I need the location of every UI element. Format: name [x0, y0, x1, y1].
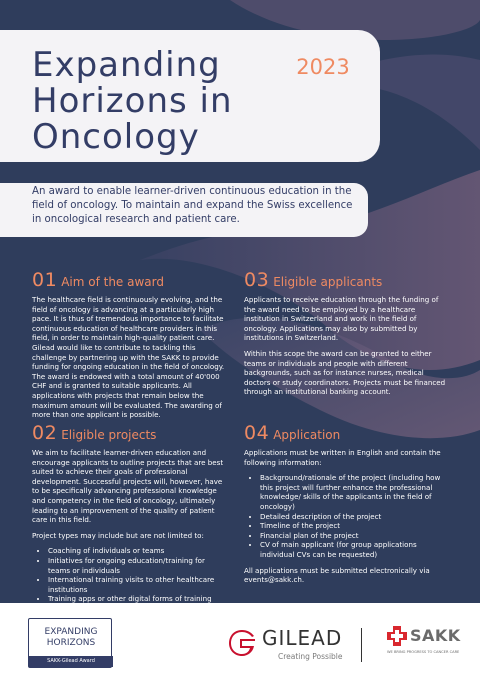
- sakk-wordmark: SAKK: [410, 626, 461, 645]
- application-requirements-list: [244, 473, 448, 559]
- list-item: • Timeline of the project: [260, 521, 448, 531]
- logo-divider: [361, 628, 362, 662]
- gilead-tagline: Creating Possible: [278, 652, 343, 661]
- section-title: Application: [273, 428, 341, 442]
- award-logo: [28, 618, 112, 668]
- section-number: 03: [244, 269, 270, 291]
- section-applicants-p1: Applicants to receive education through the funding of the award need to be employed by a healthcare institution in Switzerland and work in the field of oncology. Applications may also by submitted by institutions in Switzerland.: [244, 295, 439, 343]
- section-projects-heading: [32, 424, 228, 444]
- list-item: • Coaching of individuals or teams: [48, 546, 228, 556]
- gilead-logo-icon: [228, 628, 256, 658]
- section-projects-p2: Project types may include but are not limited to:: [32, 530, 204, 540]
- award-logo-line2: HORIZONS: [46, 638, 96, 648]
- section-applicants: [244, 271, 448, 403]
- section-application: [244, 424, 448, 591]
- project-types-list: [32, 546, 228, 604]
- section-number: 02: [32, 422, 58, 444]
- section-projects-p1: We aim to facilitate learner-driven education and encourage applicants to outline projects that are best suited to achieve their goals of professional development. Successful projects will, however, have to be specifically advancing professional knowledge and competency in the field of oncology, ultimately leading to an improvement of the quality of patient care in this field.: [32, 448, 224, 525]
- section-title: Eligible projects: [61, 428, 157, 442]
- intro-text: An award to enable learner-driven continuous education in the field of oncology. To maintain and expand the Swiss excellence in oncological research and patient care.: [32, 186, 353, 225]
- award-logo-line1: EXPANDING: [44, 627, 98, 637]
- section-aim-heading: [32, 271, 228, 291]
- section-aim: [32, 271, 228, 426]
- list-item: • Initiatives for ongoing education/training for teams or individuals: [48, 556, 228, 575]
- sakk-cross-icon: [385, 624, 409, 648]
- gilead-wordmark: GILEAD: [262, 626, 343, 650]
- section-application-p1: Applications must be written in English and contain the following information:: [244, 448, 441, 467]
- section-application-p2: All applications must be submitted electronically via events@sakk.ch.: [244, 565, 430, 585]
- section-applicants-heading: [244, 271, 448, 291]
- list-item: • CV of main applicant (for group applications individual CVs can be requested): [260, 540, 448, 559]
- section-aim-body: The healthcare field is continuously evolving, and the field of oncology is advancing at a particularly high pace. It is thus of tremendous importance to facilitate continuous education of healthcare providers in this field, in order to maintain high-quality patient care. Gilead would like to contribute to tackling this challenge by partnering up with the SAKK to provide funding for ongoing education in the field of oncology. The award is endowed with a total amount of 40'000 CHF and is granted to suitable applicants. All applications with projects that remain below the maximum amount will be evaluated. The awarding of more than one applicant is possible.: [32, 295, 225, 420]
- sakk-tagline: WE BRING PROGRESS TO CANCER CARE: [387, 650, 460, 654]
- page-title: Expanding Horizons in Oncology: [32, 45, 233, 157]
- award-logo-line3: SAKK-Gilead Award: [29, 656, 113, 667]
- list-item: • Background/rationale of the project (including how this project will further enhance the professional knowledge/ skills of the applicants in the field of oncology): [260, 473, 448, 511]
- year-badge: 2023: [283, 48, 363, 86]
- list-item: • Detailed description of the project: [260, 512, 448, 522]
- section-title: Aim of the award: [61, 275, 164, 289]
- section-application-heading: [244, 424, 448, 444]
- section-applicants-p2: Within this scope the award can be granted to either teams or individuals and people with different backgrounds, such as for instance nurses, medical doctors or study coordinators. Projects must be financed through an institutional banking account.: [244, 348, 446, 397]
- section-title: Eligible applicants: [273, 275, 383, 289]
- section-projects: [32, 424, 228, 610]
- section-number: 01: [32, 269, 58, 291]
- list-item: • International training visits to other healthcare institutions: [48, 575, 228, 594]
- list-item: • Training apps or other digital forms of training: [48, 594, 228, 604]
- list-item: • Financial plan of the project: [260, 531, 448, 541]
- section-number: 04: [244, 422, 270, 444]
